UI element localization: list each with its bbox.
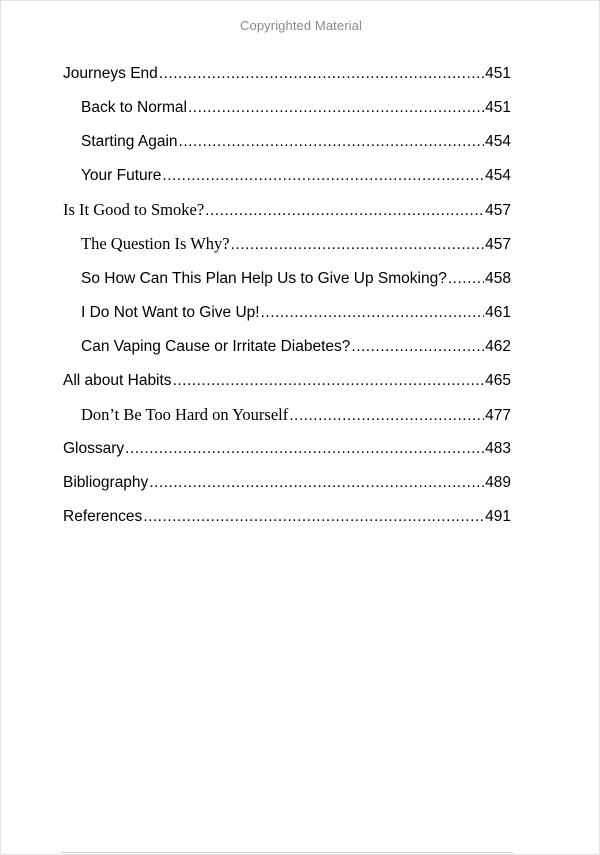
toc-leader-dots [231,232,485,258]
toc-leader-dots [448,266,484,292]
toc-entry-page: 451 [485,99,511,117]
toc-entry-title: Don’t Be Too Hard on Yourself [81,404,289,424]
toc-entry[interactable] [63,163,511,197]
toc-entry-title: Bibliography [63,474,149,492]
toc-entry-title: Starting Again [81,133,178,151]
toc-entry[interactable] [63,368,511,402]
toc-entry-page: 491 [485,508,511,526]
toc-entry[interactable] [63,231,511,265]
toc-entry-page: 483 [485,440,511,458]
toc-entry[interactable] [63,504,511,538]
toc-leader-dots [173,368,485,394]
toc-entry-title: Journeys End [63,65,158,82]
toc-entry-page: 477 [485,406,511,424]
toc-entry[interactable] [63,61,511,95]
toc-leader-dots [179,129,485,155]
toc-entry-title: Is It Good to Smoke? [63,200,205,220]
toc-leader-dots [205,198,484,224]
toc-entry-page: 454 [485,133,511,151]
toc-entry-page: 458 [485,269,511,287]
copyright-notice: Copyrighted Material [240,18,362,33]
toc-leader-dots [149,470,484,496]
table-of-contents [63,61,511,538]
toc-entry[interactable] [63,266,511,300]
toc-leader-dots [143,504,484,530]
toc-entry-page: 461 [485,303,511,321]
toc-entry-title: All about Habits [63,371,172,389]
toc-entry[interactable] [63,197,511,231]
toc-leader-dots [125,436,484,462]
toc-entry-title: Can Vaping Cause or Irritate Diabetes? [81,337,351,355]
page-bottom-rule [61,852,513,853]
toc-entry-page: 457 [485,236,511,254]
toc-entry-page: 454 [485,167,511,185]
toc-entry[interactable] [63,95,511,129]
toc-entry[interactable] [63,402,511,436]
toc-leader-dots [261,300,485,326]
toc-entry[interactable] [63,436,511,470]
toc-entry[interactable] [63,300,511,334]
toc-entry[interactable] [63,470,511,504]
toc-entry-title: So How Can This Plan Help Us to Give Up Smoking? [81,269,447,287]
toc-leader-dots [351,334,484,360]
toc-leader-dots [159,61,484,87]
toc-entry-page: 489 [485,474,511,492]
toc-entry-page: 451 [485,65,511,82]
toc-entry-title: The Question Is Why? [81,234,230,254]
toc-entry-page: 462 [485,337,511,355]
toc-entry-title: References [63,508,143,526]
toc-entry-title: Your Future [81,167,162,185]
toc-entry[interactable] [63,129,511,163]
toc-entry-title: I Do Not Want to Give Up! [81,303,260,321]
toc-entry-page: 465 [485,371,511,389]
toc-leader-dots [188,95,484,121]
toc-entry-page: 457 [485,202,511,220]
toc-entry[interactable] [63,334,511,368]
toc-leader-dots [289,403,484,429]
toc-entry-title: Back to Normal [81,99,187,117]
toc-leader-dots [162,163,484,189]
toc-entry-title: Glossary [63,440,125,458]
